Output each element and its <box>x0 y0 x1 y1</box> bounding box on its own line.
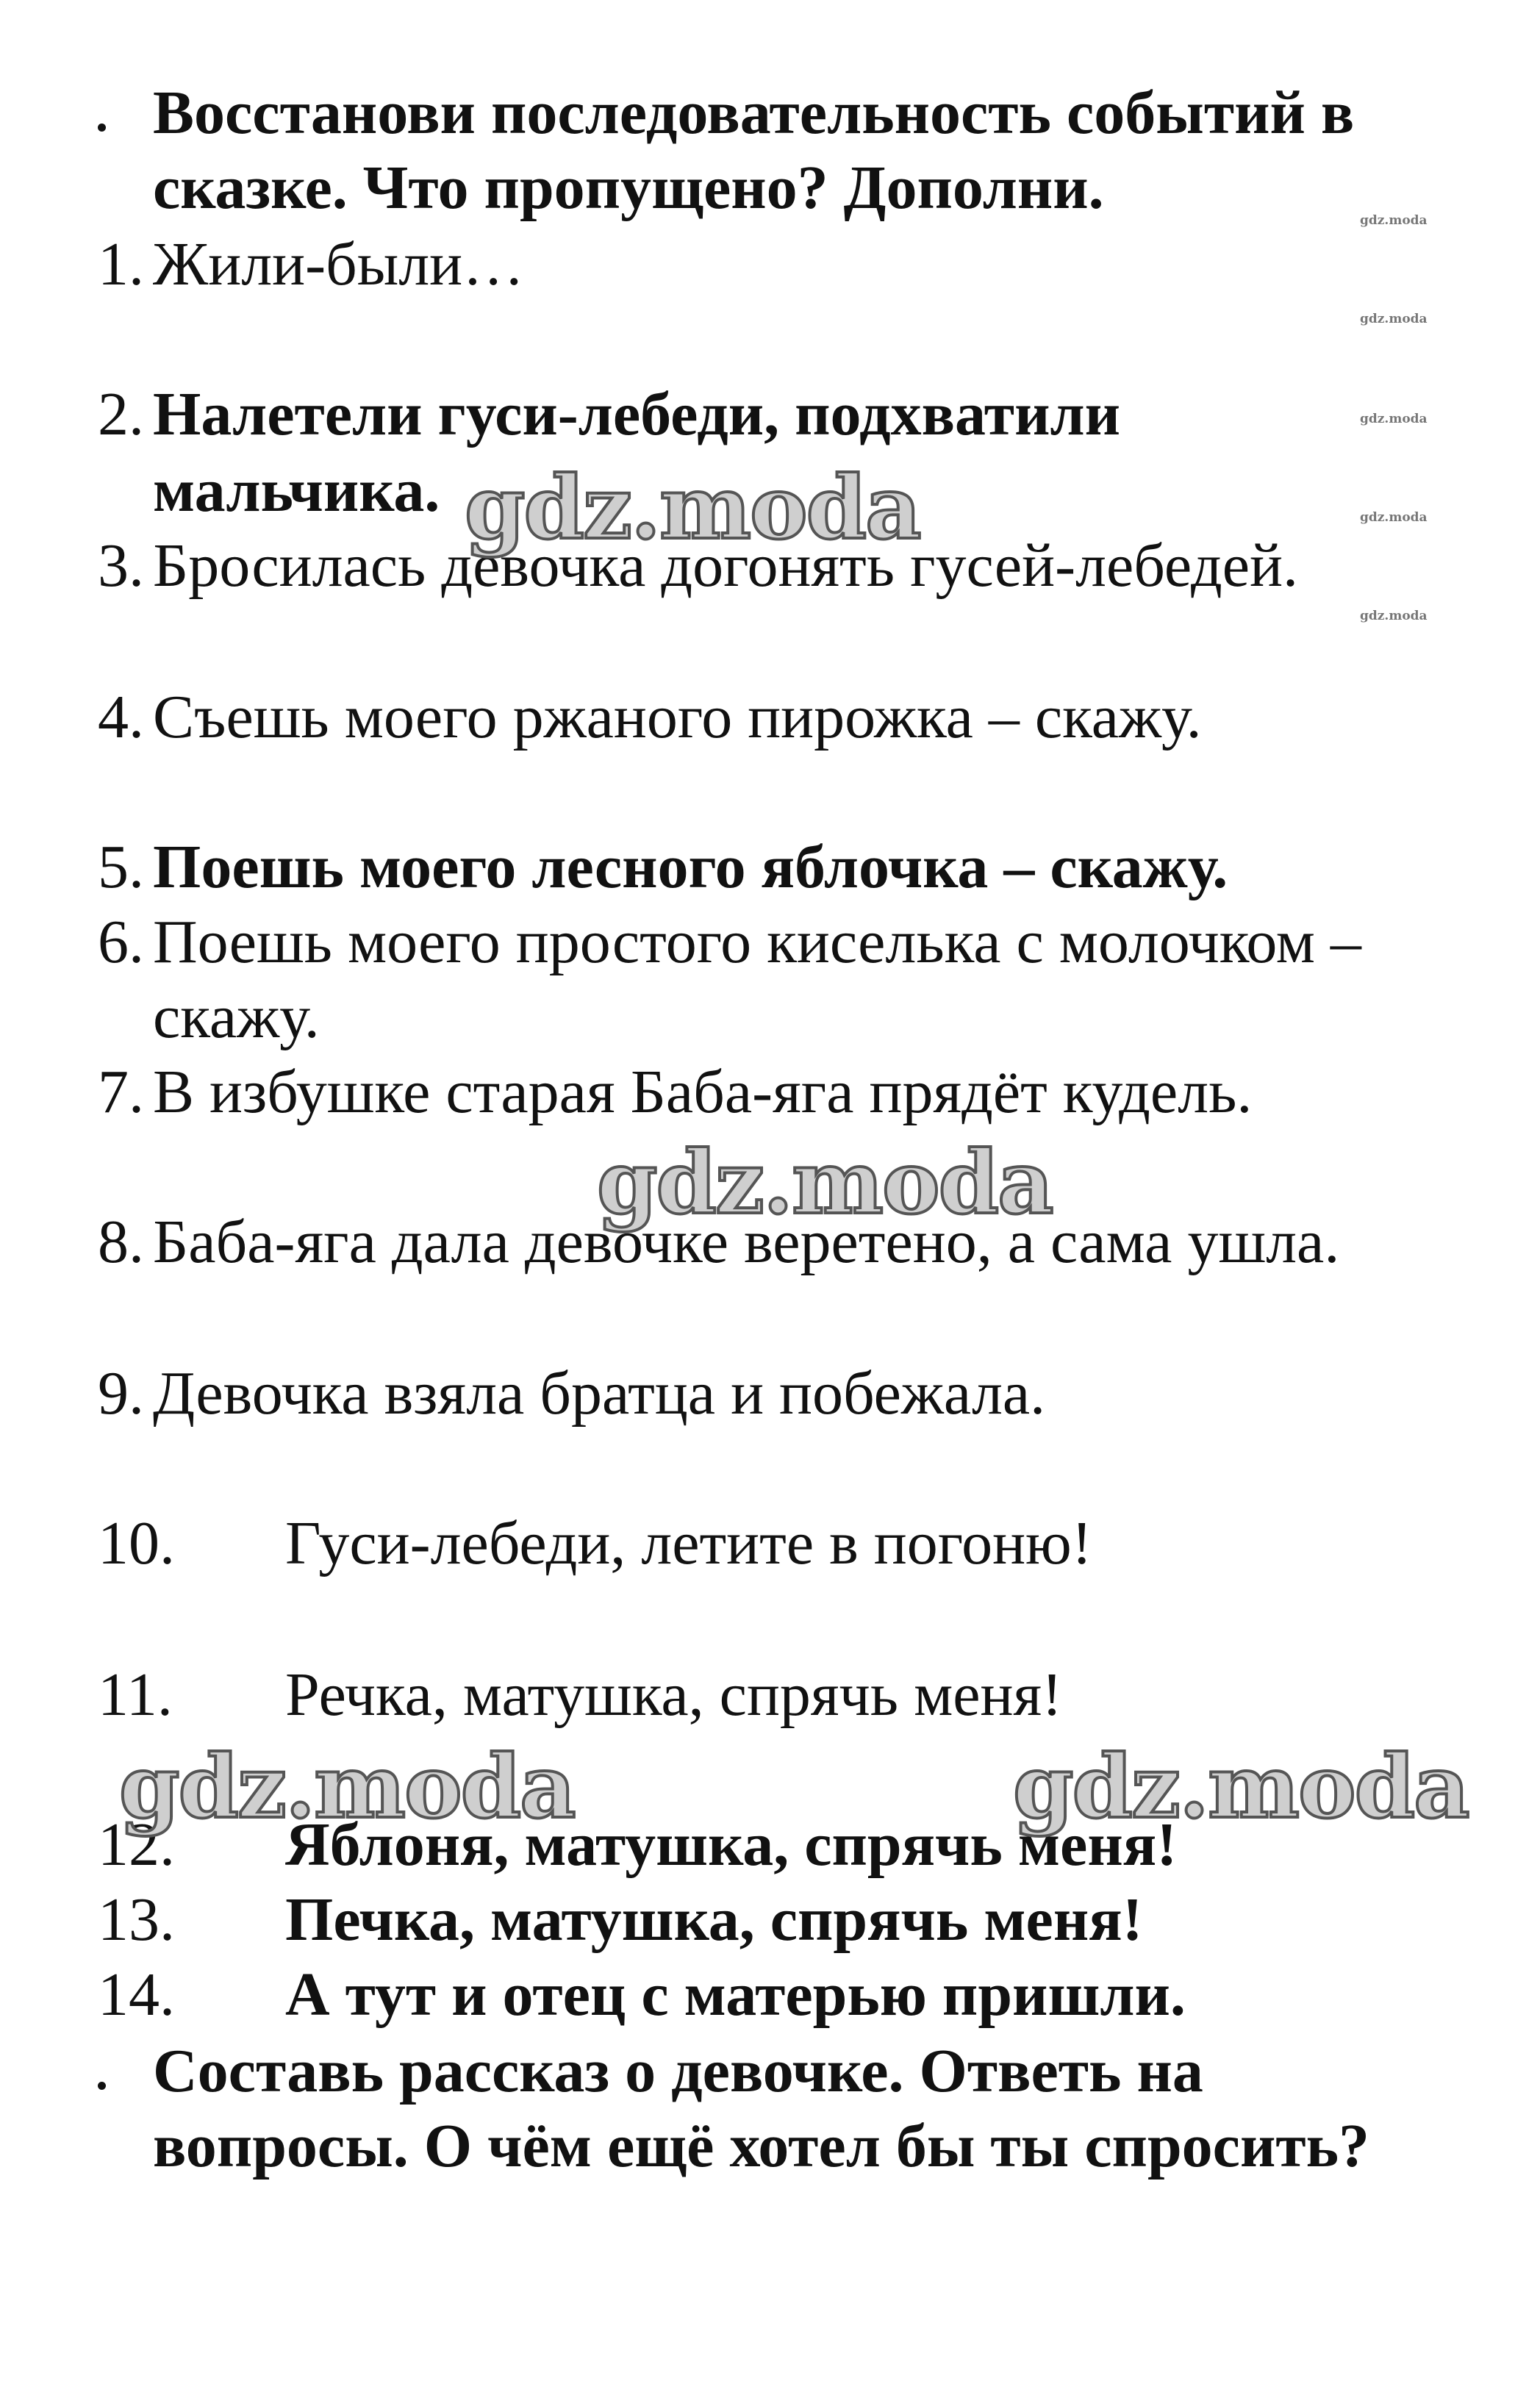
item-14-text: А тут и отец с матерью пришли. <box>285 1960 1186 2029</box>
item-2-text: Налетели гуси-лебеди, подхватили <box>153 380 1120 448</box>
item-6-text: Поешь моего простого киселька с молочком – <box>153 908 1361 976</box>
watermark-small: gdz.moda <box>1360 213 1428 228</box>
task-2-line-2: вопросы. О чём ещё хотел бы ты спросить? <box>153 2112 1370 2180</box>
item-7-text: В избушке старая Баба-яга прядёт кудель. <box>153 1058 1253 1126</box>
item-8-text: Баба-яга дала девочке веретено, а сама ушла. <box>153 1208 1340 1276</box>
item-13-number: 13. <box>98 1885 175 1954</box>
watermark-logo: gdz.moda <box>597 1131 1053 1233</box>
item-4-text: Съешь моего ржаного пирожка – скажу. <box>153 683 1202 751</box>
item-11-number: 11. <box>98 1661 173 1729</box>
bullet-task-1 <box>98 123 106 132</box>
item-12-number: 12. <box>98 1810 175 1879</box>
item-1-text: Жили-были… <box>153 230 525 298</box>
watermark-logo: gdz.moda <box>119 1736 575 1838</box>
task-1-line-1: Восстанови последовательность событий в <box>153 79 1355 147</box>
item-6-number: 6. <box>98 908 144 976</box>
watermark-small: gdz.moda <box>1360 412 1428 426</box>
item-6-text-cont: скажу. <box>153 983 320 1051</box>
item-3-text: Бросилась девочка догонять гусей-лебедей. <box>153 531 1299 600</box>
watermark-logo: gdz.moda <box>1013 1736 1469 1838</box>
item-8-number: 8. <box>98 1208 144 1276</box>
item-9-number: 9. <box>98 1359 144 1428</box>
watermark-small: gdz.moda <box>1360 510 1428 525</box>
item-10-number: 10. <box>98 1509 175 1577</box>
item-4-number: 4. <box>98 683 144 751</box>
item-13-text: Печка, матушка, спрячь меня! <box>285 1885 1143 1954</box>
item-1-number: 1. <box>98 230 144 298</box>
task-2-line-1: Составь рассказ о девочке. Ответь на <box>153 2037 1203 2105</box>
item-10-text: Гуси-лебеди, летите в погоню! <box>285 1509 1092 1577</box>
item-2-text-cont: мальчика. <box>153 456 440 525</box>
item-11-text: Речка, матушка, спрячь меня! <box>285 1661 1063 1729</box>
bullet-task-2 <box>98 2082 106 2090</box>
watermark-logo: gdz.moda <box>465 456 920 559</box>
watermark-small: gdz.moda <box>1360 312 1428 326</box>
item-5-number: 5. <box>98 833 144 901</box>
item-9-text: Девочка взяла братца и побежала. <box>153 1359 1046 1428</box>
watermark-small: gdz.moda <box>1360 609 1428 623</box>
item-12-text: Яблоня, матушка, спрячь меня! <box>285 1810 1178 1879</box>
item-7-number: 7. <box>98 1058 144 1126</box>
item-2-number: 2. <box>98 380 144 448</box>
item-3-number: 3. <box>98 531 144 600</box>
item-5-text: Поешь моего лесного яблочка – скажу. <box>153 833 1228 901</box>
item-14-number: 14. <box>98 1960 175 2029</box>
task-1-line-2: сказке. Что пропущено? Дополни. <box>153 154 1104 222</box>
